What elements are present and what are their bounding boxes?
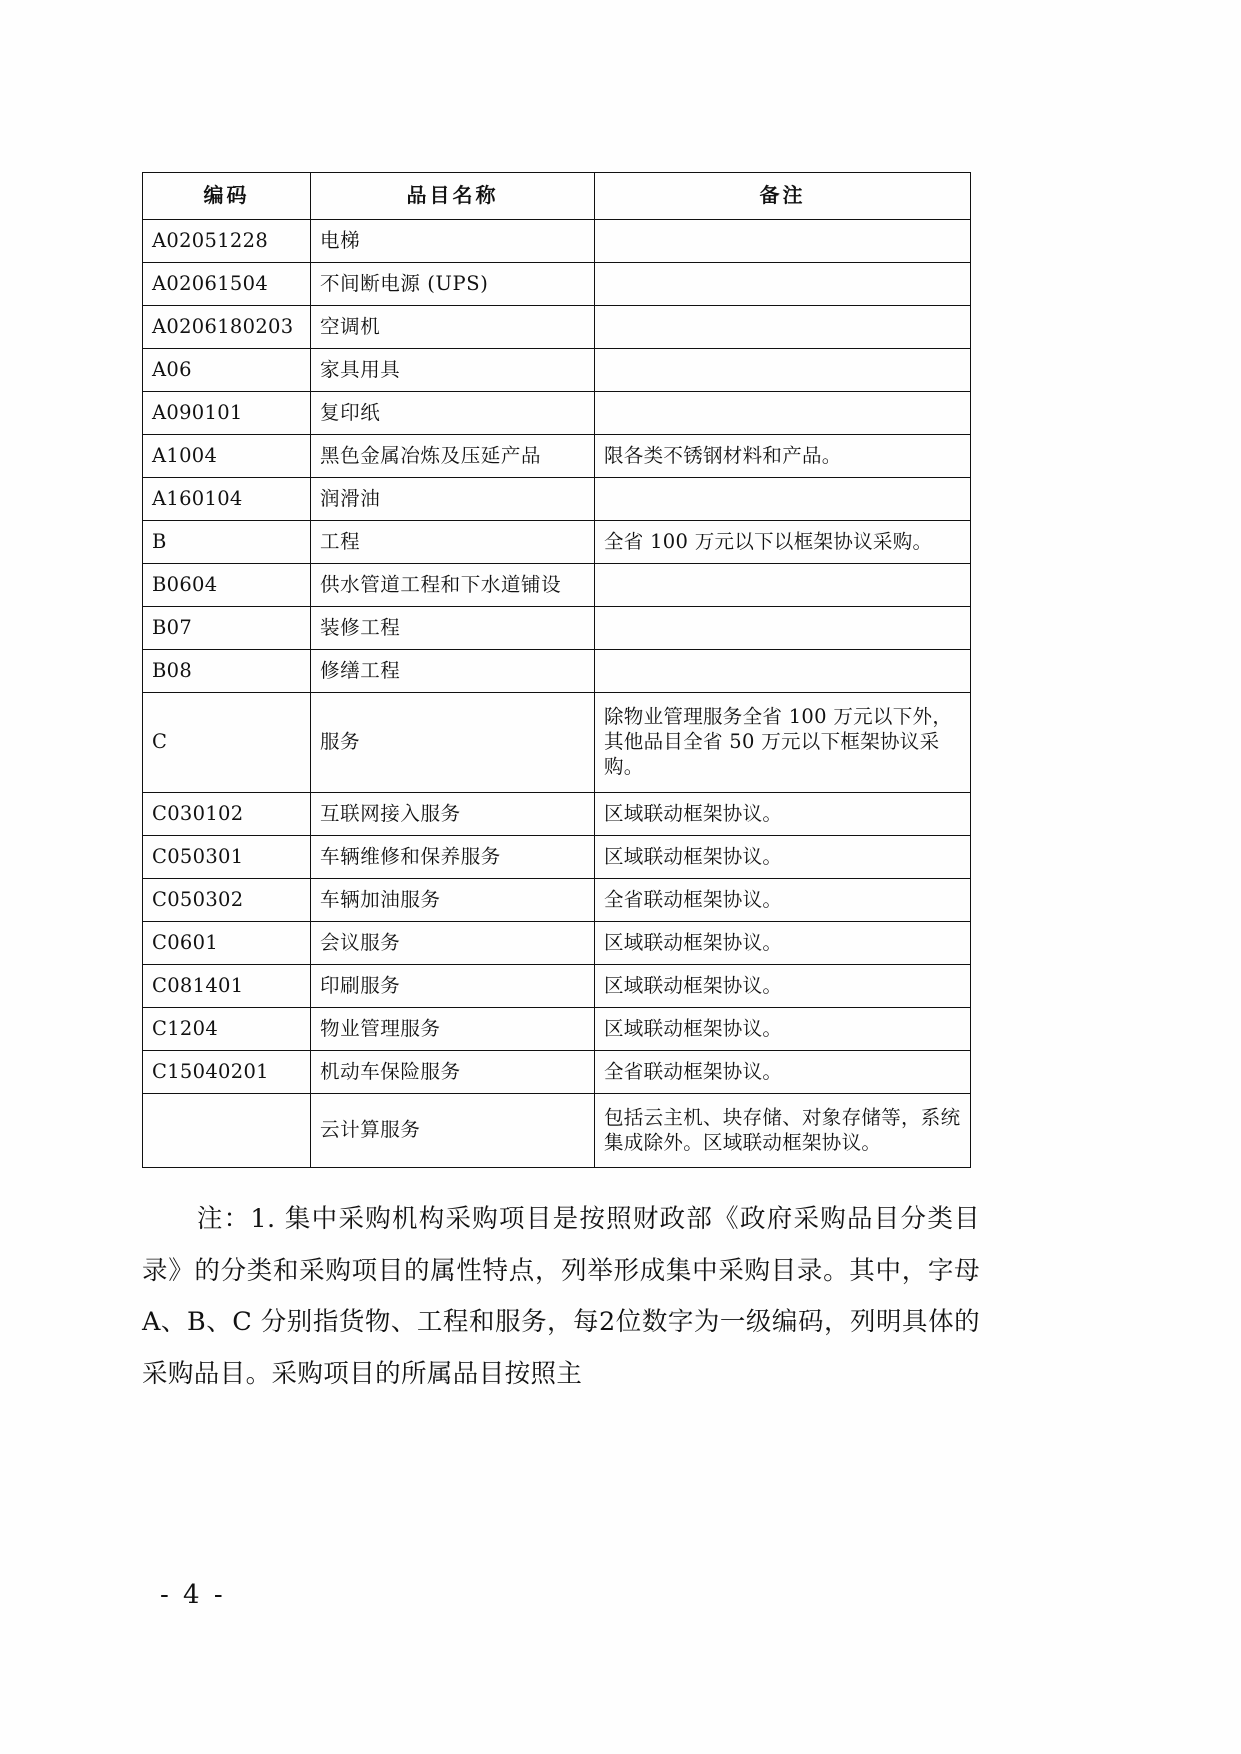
cell-note: [595, 607, 971, 650]
cell-note: 全省联动框架协议。: [595, 879, 971, 922]
cell-note: 区域联动框架协议。: [595, 836, 971, 879]
cell-code: B: [143, 521, 311, 564]
cell-note: [595, 263, 971, 306]
table-row: [143, 607, 971, 650]
cell-name: 复印纸: [311, 392, 595, 435]
cell-name: 车辆维修和保养服务: [311, 836, 595, 879]
cell-name: 不间断电源 (UPS): [311, 263, 595, 306]
cell-note: [595, 392, 971, 435]
cell-code: C050302: [143, 879, 311, 922]
cell-code: C: [143, 693, 311, 793]
table-row: [143, 650, 971, 693]
cell-name: 机动车保险服务: [311, 1051, 595, 1094]
table-row: [143, 793, 971, 836]
cell-name: 物业管理服务: [311, 1008, 595, 1051]
cell-name: 黑色金属冶炼及压延产品: [311, 435, 595, 478]
cell-note: 区域联动框架协议。: [595, 1008, 971, 1051]
cell-note: [595, 306, 971, 349]
cell-code: B07: [143, 607, 311, 650]
footnote-paragraph: [142, 1194, 980, 1400]
cell-code: A02061504: [143, 263, 311, 306]
table-row: [143, 349, 971, 392]
cell-code: A160104: [143, 478, 311, 521]
cell-name: 云计算服务: [311, 1094, 595, 1168]
cell-note: [595, 220, 971, 263]
cell-name: 电梯: [311, 220, 595, 263]
cell-note: [595, 650, 971, 693]
cell-code: C0601: [143, 922, 311, 965]
cell-note: 全省联动框架协议。: [595, 1051, 971, 1094]
table-row: [143, 879, 971, 922]
cell-name: 修缮工程: [311, 650, 595, 693]
table-row: [143, 306, 971, 349]
cell-note: 区域联动框架协议。: [595, 793, 971, 836]
cell-note: 全省 100 万元以下以框架协议采购。: [595, 521, 971, 564]
cell-code: C1204: [143, 1008, 311, 1051]
cell-code: C081401: [143, 965, 311, 1008]
table-row: [143, 836, 971, 879]
cell-note: 除物业管理服务全省 100 万元以下外，其他品目全省 50 万元以下框架协议采购。: [595, 693, 971, 793]
cell-code: A090101: [143, 392, 311, 435]
cell-note: 包括云主机、块存储、对象存储等，系统集成除外。区域联动框架协议。: [595, 1094, 971, 1168]
column-header-code: 编码: [143, 173, 311, 220]
cell-code: C030102: [143, 793, 311, 836]
cell-code: B0604: [143, 564, 311, 607]
cell-code: A02051228: [143, 220, 311, 263]
table-row: [143, 693, 971, 793]
cell-code: A1004: [143, 435, 311, 478]
cell-note: 区域联动框架协议。: [595, 922, 971, 965]
table-row: [143, 392, 971, 435]
table-row: [143, 521, 971, 564]
page-number: - 4 -: [160, 1580, 226, 1610]
table-header: [143, 173, 971, 220]
table-row: [143, 1051, 971, 1094]
cell-name: 润滑油: [311, 478, 595, 521]
column-header-note: 备注: [595, 173, 971, 220]
table-row: [143, 922, 971, 965]
cell-name: 供水管道工程和下水道铺设: [311, 564, 595, 607]
cell-name: 互联网接入服务: [311, 793, 595, 836]
procurement-catalog-table: [142, 172, 971, 1168]
page-content: [142, 172, 980, 1426]
cell-note: [595, 349, 971, 392]
table-row: [143, 478, 971, 521]
cell-code: C15040201: [143, 1051, 311, 1094]
table-row: [143, 220, 971, 263]
cell-code: B08: [143, 650, 311, 693]
table-row: [143, 1008, 971, 1051]
cell-code: [143, 1094, 311, 1168]
cell-name: 车辆加油服务: [311, 879, 595, 922]
cell-name: 装修工程: [311, 607, 595, 650]
footnote-text: 注：1. 集中采购机构采购项目是按照财政部《政府采购品目分类目录》的分类和采购项目的属性特点，列举形成集中采购目录。其中，字母 A、B、C 分别指货物、工程和服务，每2位数字为一级编码，列明具体的采购品目。采购项目的所属品目按照主: [142, 1204, 980, 1389]
cell-name: 服务: [311, 693, 595, 793]
cell-name: 会议服务: [311, 922, 595, 965]
cell-code: A06: [143, 349, 311, 392]
cell-code: C050301: [143, 836, 311, 879]
table-row: [143, 564, 971, 607]
table-header-row: [143, 173, 971, 220]
table-row: [143, 1094, 971, 1168]
cell-name: 空调机: [311, 306, 595, 349]
cell-name: 印刷服务: [311, 965, 595, 1008]
cell-note: 限各类不锈钢材料和产品。: [595, 435, 971, 478]
table-row: [143, 435, 971, 478]
cell-note: [595, 564, 971, 607]
cell-note: [595, 478, 971, 521]
table-row: [143, 263, 971, 306]
column-header-name: 品目名称: [311, 173, 595, 220]
table-body: [143, 220, 971, 1168]
cell-name: 家具用具: [311, 349, 595, 392]
table-row: [143, 965, 971, 1008]
cell-note: 区域联动框架协议。: [595, 965, 971, 1008]
cell-name: 工程: [311, 521, 595, 564]
cell-code: A0206180203: [143, 306, 311, 349]
